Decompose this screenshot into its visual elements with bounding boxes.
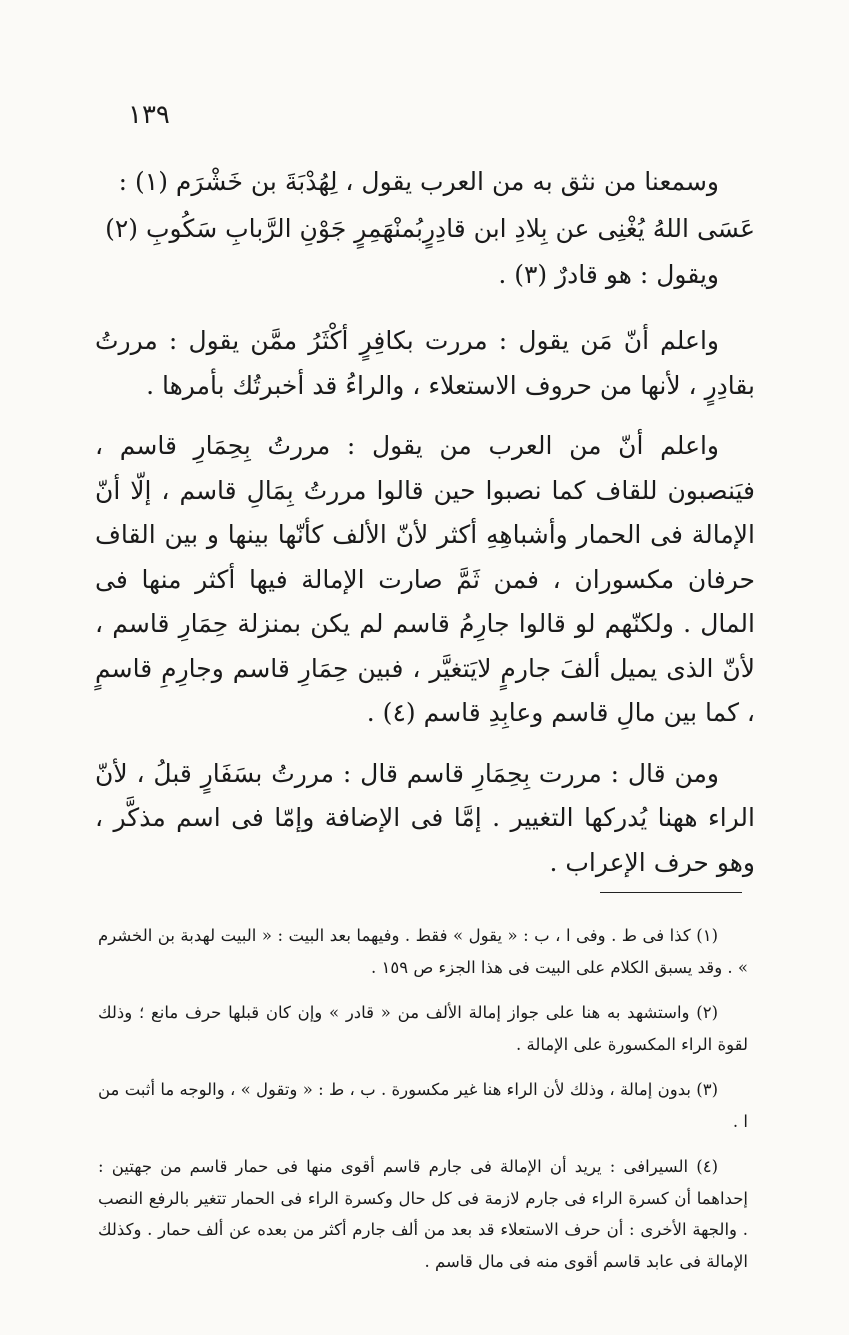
footnotes [98,920,748,1291]
poem-verse [105,205,755,253]
page-number: ١٣٩ [128,100,170,130]
footnote: (١) كذا فى ط . وفى ا ، ب : « يقول » فقط . وفيهما بعد البيت : « البيت لهدبة بن الخشرم » . وقد يسبق الكلام على البيت فى هذا الجزء ص ١٥٩ . [98,926,748,977]
verse-second-hemistich: بُمنْهَمِرٍ جَوْنِ الرَّبابِ سَكُوبِ (٢) [105,213,423,243]
paragraph: ومن قال : مررت بِحِمَارِ قاسم قال : مررتُ بسَفَارٍ قبلُ ، لأنّ الراء ههنا يُدركها التغيير . إمَّا فى الإضافة وإمّا فى اسم مذكَّر ، وهو حرف الإعراب . [95,758,755,877]
main-text [95,160,755,885]
verse-first-hemistich: عَسَى اللهُ يُغْنِى عن بِلادِ ابن قادِرٍ [422,213,755,243]
paragraph: واعلم أنّ من العرب من يقول : مررتُ بِحِمَارِ قاسم ، فيَنصبون للقاف كما نصبوا حين قالوا مررتُ بِمَالِ قاسم ، إلّا أنّ الإمالة فى الحمار وأشباهِهِ أكثر لأنّ الألف كأنّها بينها و بين القاف حرفان مكسوران ، فمن ثَمَّ صارت الإمالة فيها أكثر منها فى المال . ولكنّهم لو قالوا جارِمُ قاسم لم يكن بمنزلة حِمَارِ قاسم ، لأنّ الذى يميل ألفَ جارمٍ لايَتغيَّر ، فبين حِمَارِ قاسم وجارِمِ قاسمٍ ، كما بين مالِ قاسم وعابِدِ قاسم (٤) . [95,431,755,727]
after-verse-line: ويقول : هو قادرٌ (٣) . [498,259,719,289]
footnote: (٢) واستشهد به هنا على جواز إمالة الألف من « قادر » وإن كان قبلها حرف مانع ؛ وذلك لقوة الراء المكسورة على الإمالة . [98,1003,748,1054]
footnote: (٤) السيرافى : يريد أن الإمالة فى جارم قاسم أقوى منها فى حمار قاسم من جهتين : إحداهما أن كسرة الراء فى جارم لازمة فى كل حال وكسرة الراء فى الحمار تتغير بالرفع النصب . والجهة الأخرى : أن حرف الاستعلاء قد بعد من ألف جارم أكثر من بعده عن ألف حمار . وكذلك الإمالة فى عابد قاسم أقوى منه فى مال قاسم . [98,1157,748,1271]
footnote: (٣) بدون إمالة ، وذلك لأن الراء هنا غير مكسورة . ب ، ط : « وتقول » ، والوجه ما أثبت من ا . [98,1080,748,1131]
footnote-divider [600,892,742,893]
verse-intro: وسمعنا من نثق به من العرب يقول ، لِهُدْبَةَ بن خَشْرَم (١) : [118,167,719,196]
paragraph: واعلم أنّ مَن يقول : مررت بكافِرٍ أكْثَرُ ممَّن يقول : مررتُ بقادِرٍ ، لأنها من حروف الاستعلاء ، والراءُ قد أخبرتُك بأمرها . [95,326,755,400]
